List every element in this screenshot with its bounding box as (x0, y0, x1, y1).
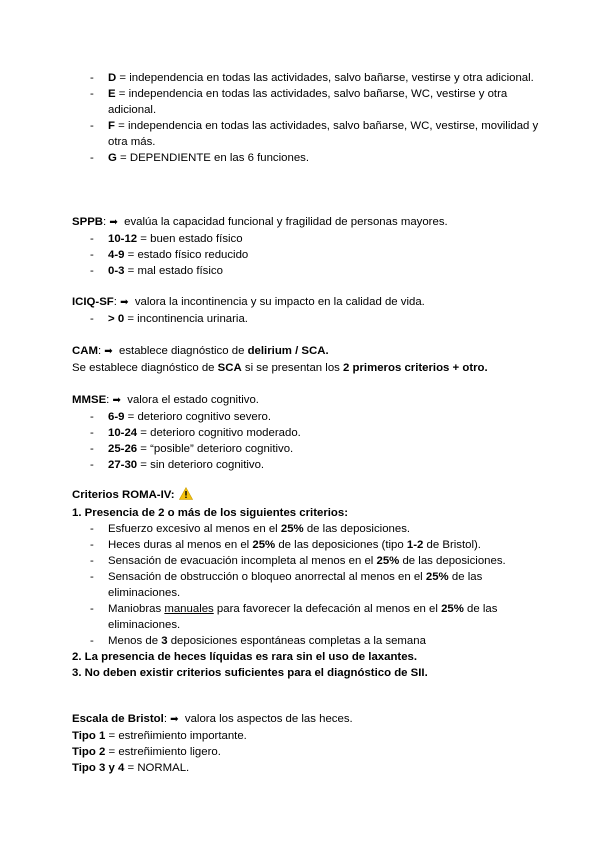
list-item: - Sensación de evacuación incompleta al menos en el 25% de las deposiciones. (72, 553, 542, 569)
bristol-section (72, 711, 542, 776)
iciq-heading: ICIQ-SF: ➡ valora la incontinencia y su impacto en la calidad de vida. (72, 296, 425, 308)
arrow-right-icon: ➡ (104, 346, 113, 357)
iciq-section (72, 294, 542, 327)
mmse-heading: MMSE: ➡ valora el estado cognitivo. (72, 394, 259, 406)
list-item: - 4-9 = estado físico reducido (72, 247, 542, 263)
roma-heading: Criterios ROMA-IV: (72, 487, 542, 505)
cam-criteria-line: Se establece diagnóstico de SCA si se presentan los 2 primeros criterios + otro. (72, 362, 488, 374)
list-item: - 0-3 = mal estado físico (72, 263, 542, 279)
cam-section (72, 343, 542, 376)
list-item: - Esfuerzo excesivo al menos en el 25% de las deposiciones. (72, 521, 542, 537)
bristol-heading: Escala de Bristol: ➡ valora los aspectos de las heces. (72, 713, 353, 725)
arrow-right-icon: ➡ (109, 217, 118, 228)
list-item: - 27-30 = sin deterioro cognitivo. (72, 457, 542, 473)
arrow-right-icon: ➡ (170, 714, 179, 725)
arrow-right-icon: ➡ (120, 297, 129, 308)
roma-section (72, 487, 542, 681)
list-item: - G = DEPENDIENTE en las 6 funciones. (72, 150, 542, 166)
list-item: - Menos de 3 deposiciones espontáneas completas a la semana (72, 633, 542, 649)
list-item: - 10-12 = buen estado físico (72, 231, 542, 247)
list-item: - Heces duras al menos en el 25% de las deposiciones (tipo 1-2 de Bristol). (72, 537, 542, 553)
list-item: - 25-26 = “posible” deterioro cognitivo. (72, 441, 542, 457)
bristol-type-3-4: Tipo 3 y 4 = NORMAL. (72, 762, 190, 774)
list-item: - F = independencia en todas las actividades, salvo bañarse, WC, vestirse, movilidad y otra más. (72, 118, 542, 150)
roma-criterion-1: 1. Presencia de 2 o más de los siguientes criterios: (72, 507, 349, 519)
list-item: - 6-9 = deterioro cognitivo severo. (72, 409, 542, 425)
roma-criterion-2: 2. La presencia de heces líquidas es rara sin el uso de laxantes. (72, 651, 418, 663)
list-item: - Sensación de obstrucción o bloqueo anorrectal al menos en el 25% de las eliminaciones. (72, 569, 542, 601)
katz-list (72, 70, 542, 166)
list-item: - E = independencia en todas las actividades, salvo bañarse, WC, vestirse y otra adicional. (72, 86, 542, 118)
list-item: - D = independencia en todas las actividades, salvo bañarse, vestirse y otra adicional. (72, 70, 542, 86)
arrow-right-icon: ➡ (112, 395, 121, 406)
sppb-section (72, 214, 542, 279)
mmse-section (72, 392, 542, 473)
sppb-heading: SPPB: ➡ evalúa la capacidad funcional y fragilidad de personas mayores. (72, 216, 448, 228)
list-item: - > 0 = incontinencia urinaria. (72, 311, 542, 327)
bristol-type-1: Tipo 1 = estreñimiento importante. (72, 730, 247, 742)
list-item: - Maniobras manuales para favorecer la defecación al menos en el 25% de las eliminaciones. (72, 601, 542, 633)
roma-criterion-3: 3. No deben existir criterios suficientes para el diagnóstico de SII. (72, 667, 428, 679)
list-item: - 10-24 = deterioro cognitivo moderado. (72, 425, 542, 441)
warning-icon (179, 487, 193, 505)
cam-heading: CAM: ➡ establece diagnóstico de delirium / SCA. (72, 345, 329, 357)
bristol-type-2: Tipo 2 = estreñimiento ligero. (72, 746, 221, 758)
